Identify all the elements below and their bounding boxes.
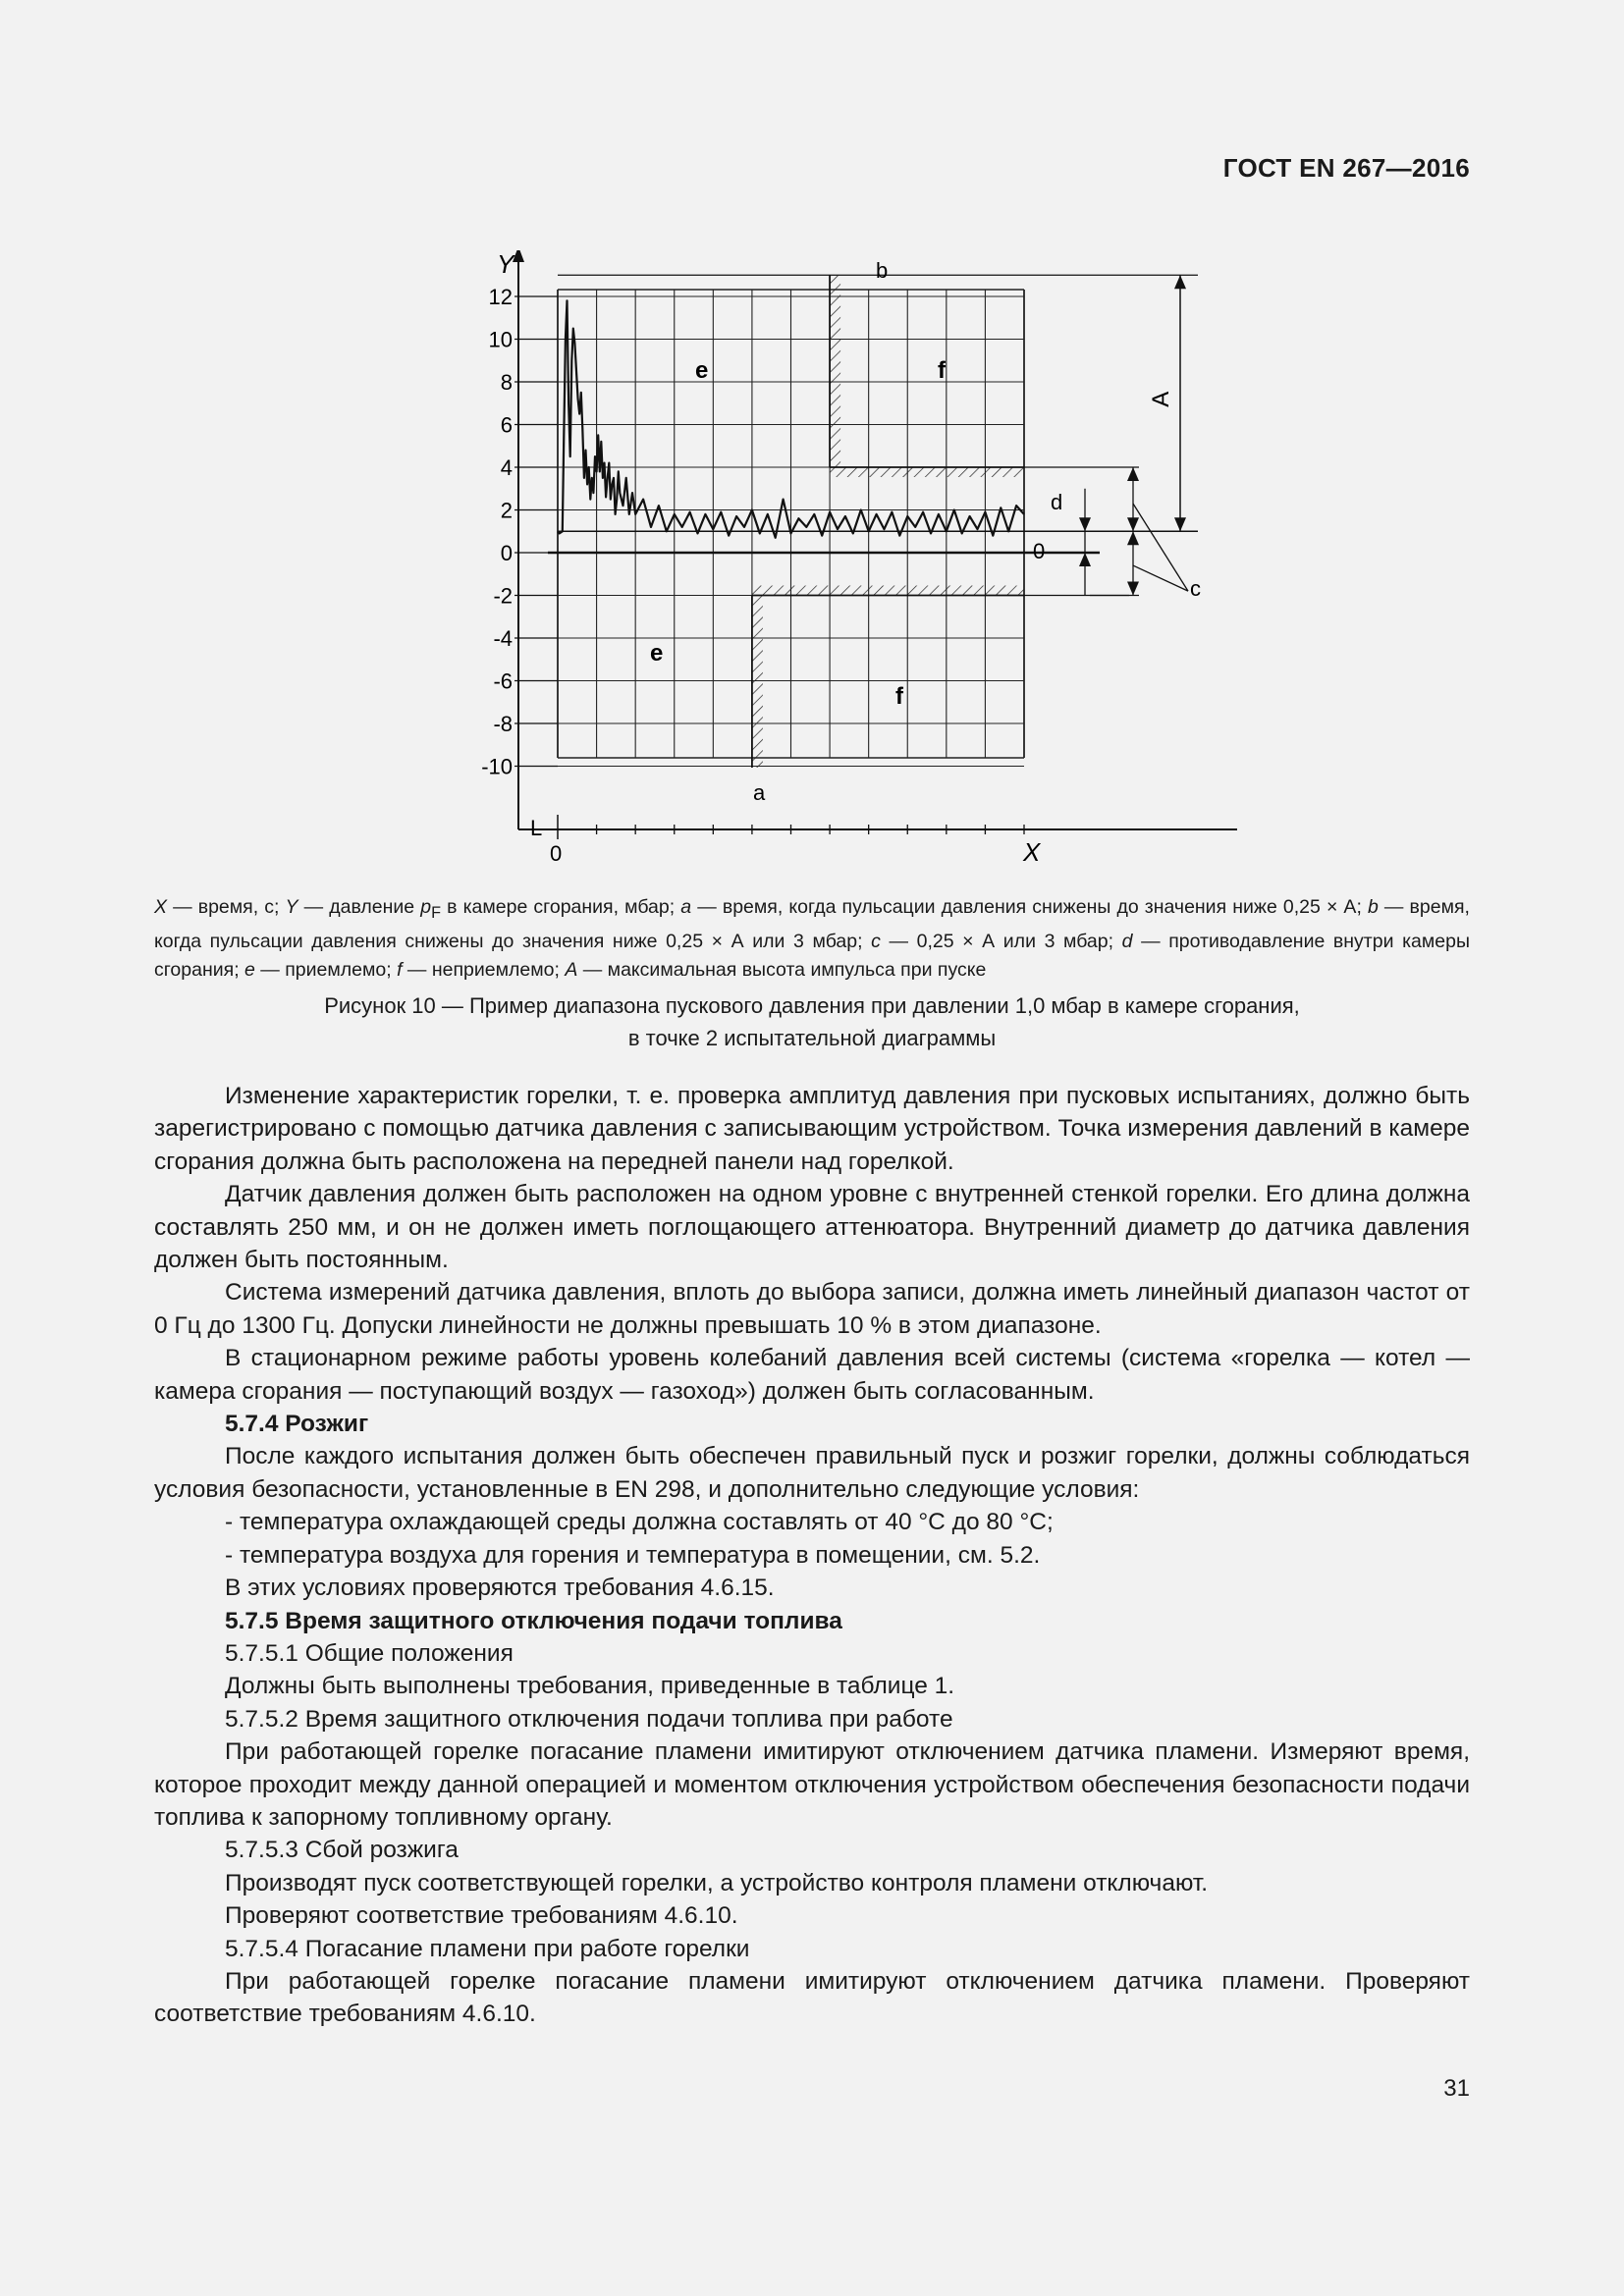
paragraph: Изменение характеристик горелки, т. е. проверка амплитуд давления при пусковых испытаниях, должно быть зарегистрировано с помощью датчика давления с записывающим устройством. Точка измерения давлений в камере сгорания должна быть расположена на передней панели над горелкой. (154, 1083, 1470, 1175)
y-tick-labels (481, 285, 558, 779)
marker-label-a: a (753, 780, 766, 805)
paragraph: В стационарном режиме работы уровень колебаний давления всей системы (система «горелка — котел — камера сгорания — поступающий воздух — газоход») должен быть согласованным. (154, 1345, 1470, 1405)
A-arrow-top (1174, 275, 1186, 289)
hatch-a-vertical (752, 596, 763, 769)
caption-line-1: Рисунок 10 — Пример диапазона пускового давления при давлении 1,0 мбар в камере сгорания, (324, 993, 1300, 1018)
marker-label-d: d (1051, 490, 1063, 514)
marker-label-zero: 0 (1033, 539, 1046, 563)
subsection-heading: 5.7.5.4 Погасание пламени при работе горелки (225, 1935, 750, 1962)
figure-caption (154, 989, 1470, 1054)
y-tick-label: 6 (500, 412, 513, 438)
c-arrow-2 (1127, 531, 1139, 545)
d-arrow-top (1079, 517, 1091, 531)
section-heading: 5.7.5 Время защитного отключения подачи топлива (225, 1607, 842, 1634)
y-tick-label: 2 (500, 498, 513, 523)
chart-labels (497, 250, 1201, 867)
y-tick-label: 10 (488, 327, 513, 352)
paragraph: Датчик давления должен быть расположен на одном уровне с внутренней стенкой горелки. Его длина должна составлять 250 мм, и он не должен иметь поглощающего аттенюатора. Внутренний диаметр до датчика давления должен быть постоянным. (154, 1181, 1470, 1274)
paragraph: Система измерений датчика давления, вплоть до выбора записи, должна иметь линейный диапазон частот от 0 Гц до 1300 Гц. Допуски линейности не должны превышать 10 % в этом диапазоне. (154, 1279, 1470, 1339)
list-item: - температура воздуха для горения и температура в помещении, см. 5.2. (225, 1541, 1041, 1569)
paragraph: После каждого испытания должен быть обеспечен правильный пуск и розжиг горелки, должны соблюдаться условия безопасности, установленные в EN 298, и дополнительно следующие условия: (154, 1443, 1470, 1503)
x-axis-label: X (1023, 837, 1041, 867)
y-tick-label: 12 (488, 285, 513, 309)
list-item: - температура охлаждающей среды должна составлять от 40 °С до 80 °С; (225, 1509, 1054, 1536)
zone-label-e-bottom: e (650, 640, 664, 667)
hatch-b-vertical (830, 275, 840, 467)
hatch-a-horizontal (752, 586, 1024, 596)
y-tick-label: -2 (493, 583, 513, 609)
marker-label-b: b (876, 258, 889, 283)
body-text (154, 1080, 1470, 2031)
paragraph: Проверяют соответствие требованиям 4.6.10. (225, 1902, 738, 1930)
dimension-markers (1024, 275, 1188, 595)
pressure-chart (452, 250, 1237, 879)
zone-label-f-bottom: f (895, 683, 903, 710)
zone-label-e-top: e (695, 357, 709, 384)
y-tick-label: -4 (493, 626, 513, 651)
subsection-heading: 5.7.5.2 Время защитного отключения подачи топлива при работе (225, 1705, 953, 1733)
marker-label-c: c (1190, 576, 1201, 601)
zone-label-f-top: f (938, 357, 946, 384)
section-heading: 5.7.4 Розжиг (225, 1411, 369, 1438)
paragraph: При работающей горелке погасание пламени имитируют отключением датчика пламени. Проверяют соответствие требованиям 4.6.10. (154, 1967, 1470, 2028)
paragraph: Должны быть выполнены требования, приведенные в таблице 1. (225, 1673, 955, 1700)
paragraph: В этих условиях проверяются требования 4.6.15. (225, 1575, 775, 1602)
paragraph: Производят пуск соответствующей горелки, а устройство контроля пламени отключают. (225, 1869, 1209, 1896)
page-number: 31 (1443, 2075, 1470, 2102)
marker-label-A: A (1148, 391, 1174, 407)
y-tick-label: -6 (493, 668, 513, 694)
subsection-heading: 5.7.5.1 Общие положения (225, 1639, 514, 1667)
c-arrow-4 (1127, 582, 1139, 596)
figure-legend: X — время, с; Y — давление $p_F$ в камере сгорания, мбар; a — время, когда пульсации давления снижены до значения ниже 0,25 × А; b — время, когда пульсации давления снижены до значения ниже 0,25 × А или 3 мбар; c — 0,25 × А или 3 мбар; d — противодавление внутри камеры сгорания; e — приемлемо; f — неприемлемо; A — максимальная высота импульса при пуске (154, 896, 1470, 981)
y-tick-label: 0 (500, 541, 513, 565)
axis-break-label: L (530, 816, 543, 840)
subsection-heading: 5.7.5.3 Сбой розжига (225, 1837, 459, 1864)
y-tick-label: 4 (500, 455, 513, 480)
y-axis-label: Y (497, 250, 514, 279)
y-tick-label: -8 (493, 712, 513, 736)
document-header: ГОСТ EN 267—2016 (1222, 153, 1470, 183)
caption-line-2: в точке 2 испытательной диаграммы (627, 1026, 997, 1050)
y-tick-label: 8 (500, 370, 513, 395)
x-origin-label: 0 (550, 841, 563, 866)
c-arrow-1 (1127, 517, 1139, 531)
paragraph: При работающей горелке погасание пламени имитируют отключением датчика пламени. Измеряют время, которое проходит между данной операцией и моментом отключения устройством обеспечения безопасности подачи топлива к запорному топливному органу. (154, 1738, 1470, 1831)
y-axis-arrow (513, 250, 524, 262)
d-arrow-bottom (1079, 553, 1091, 566)
y-tick-label: -10 (481, 754, 513, 779)
c-arrow-3 (1127, 467, 1139, 481)
hatch-b-horizontal (830, 467, 1024, 477)
A-arrow-bottom (1174, 517, 1186, 531)
